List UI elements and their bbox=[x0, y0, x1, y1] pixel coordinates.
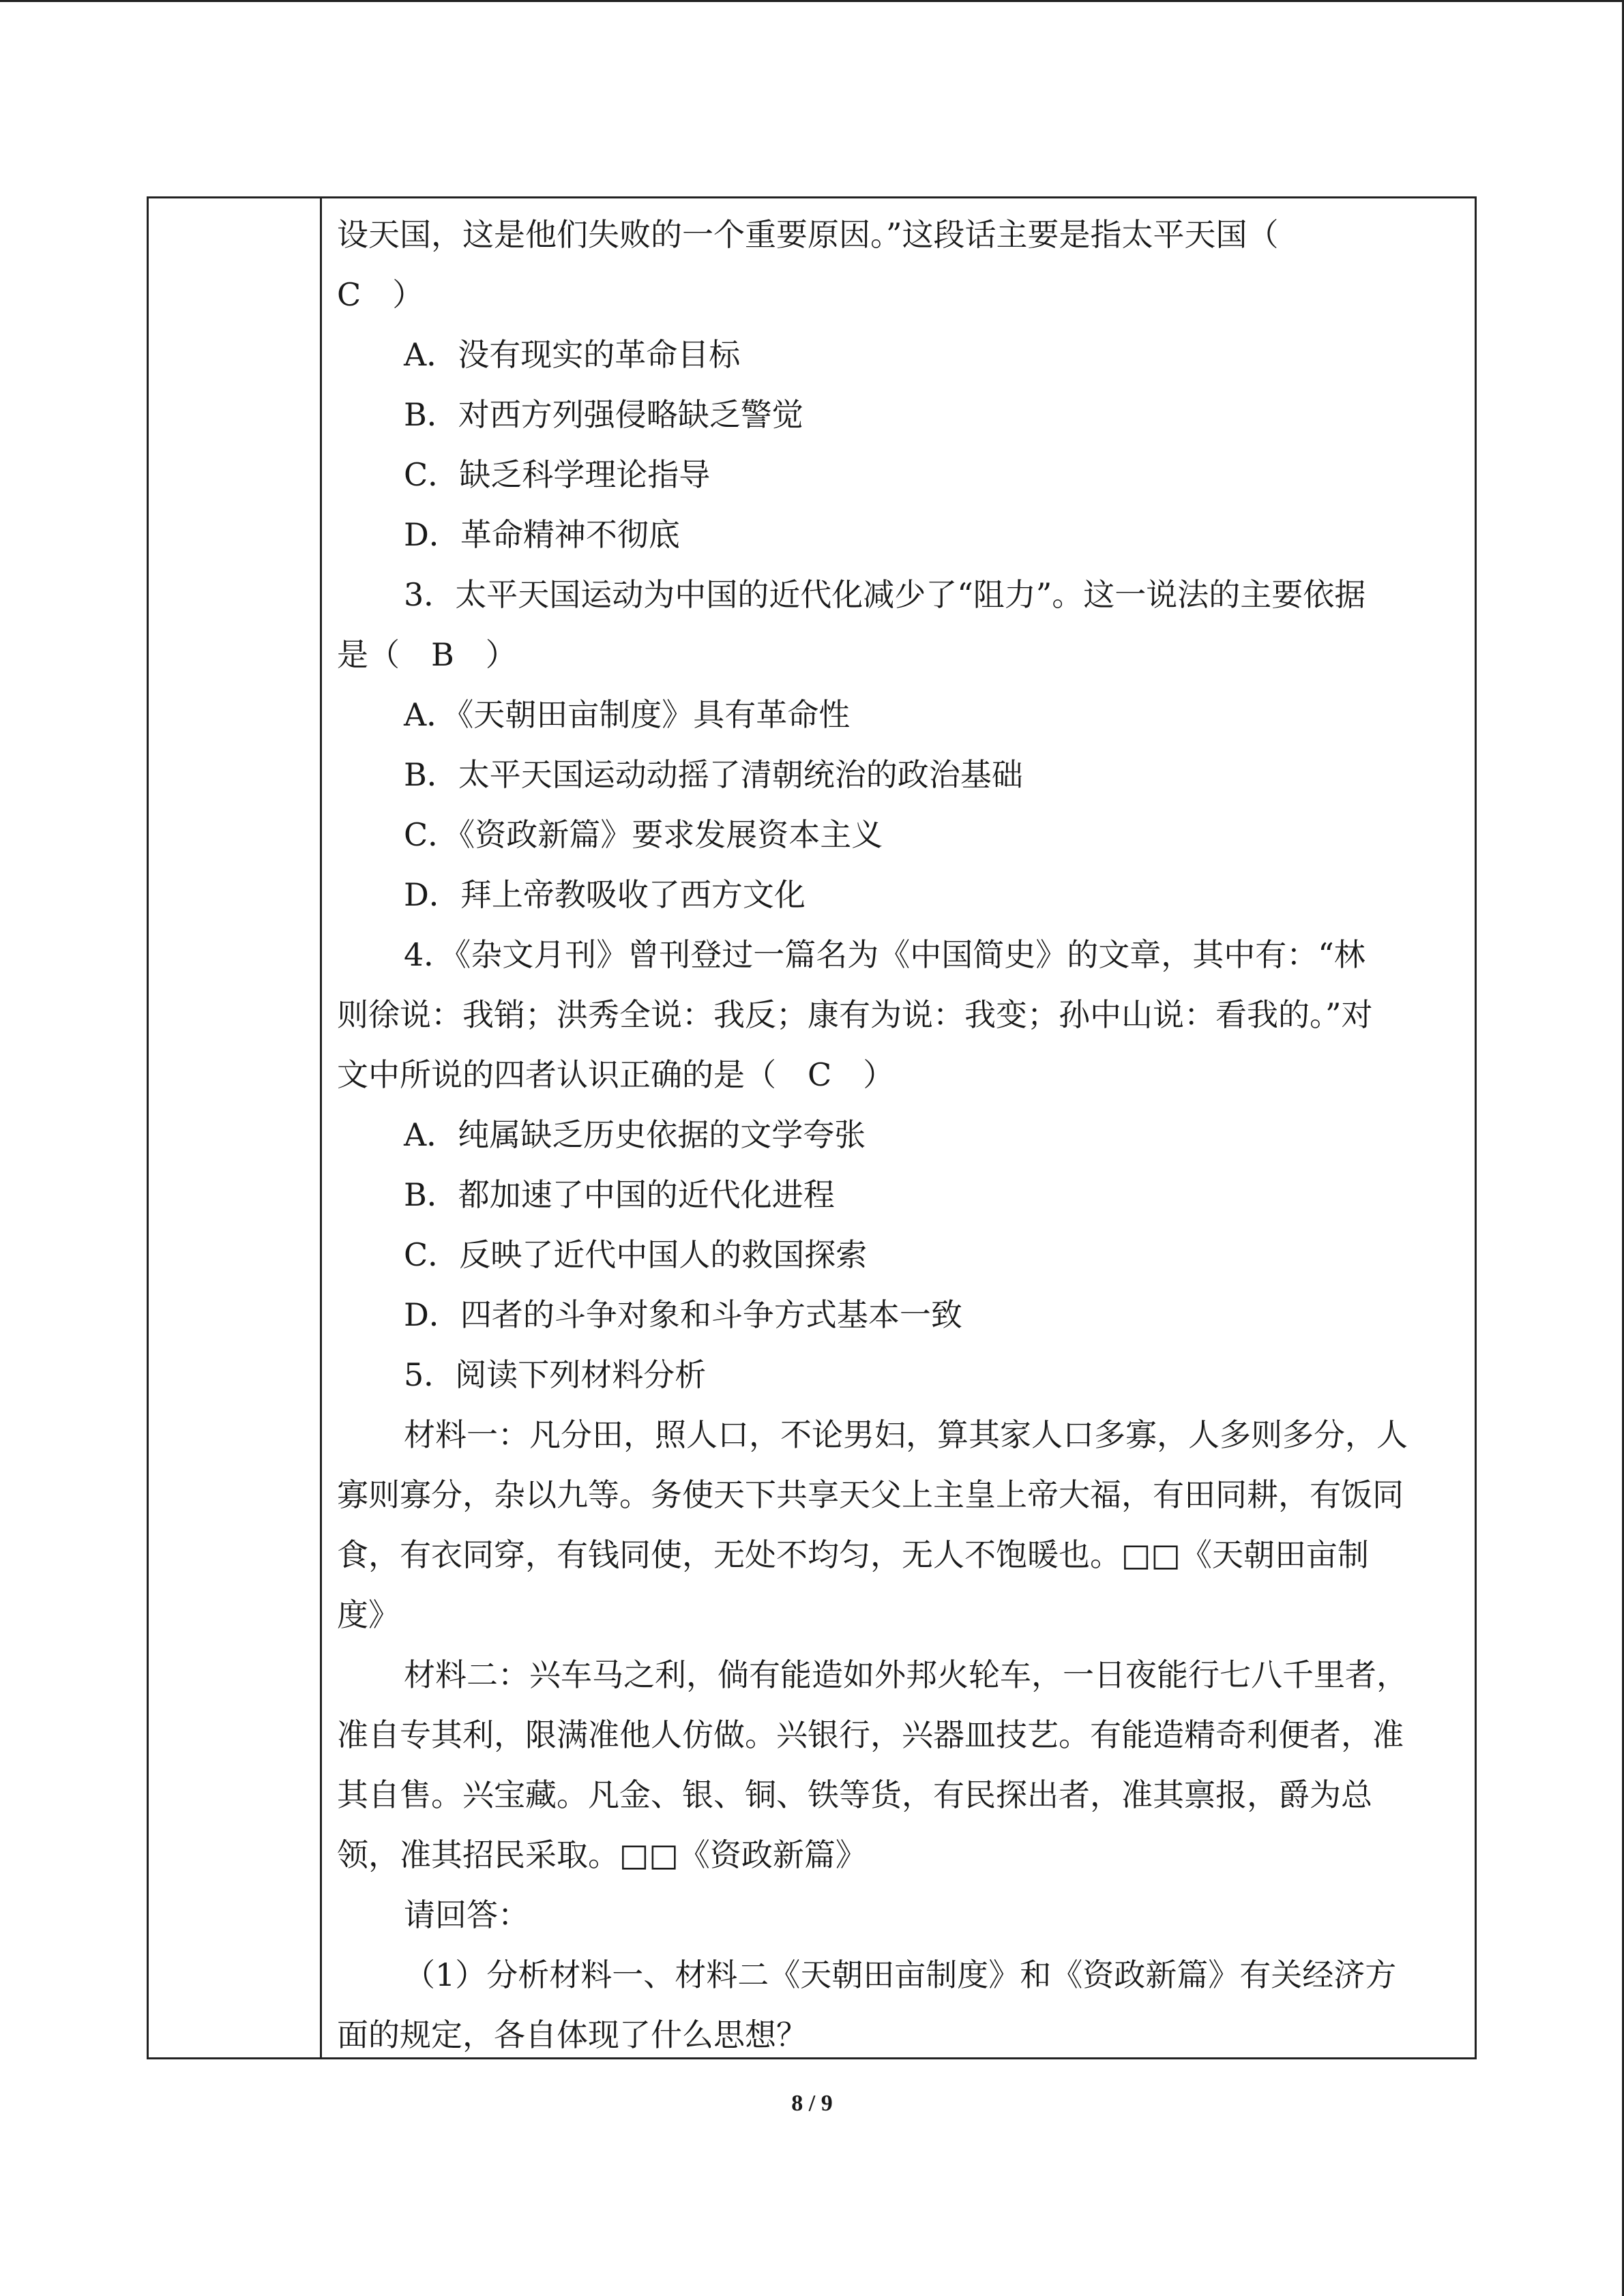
text-line: 文中所说的四者认识正确的是（ C ） bbox=[337, 1056, 895, 1093]
text-line: C．反映了近代中国人的救国探索 bbox=[404, 1236, 868, 1273]
text-line: 寡则寡分，杂以九等。务使天下共享天父上主皇上帝大福，有田同耕，有饭同 bbox=[337, 1476, 1404, 1513]
text-line: 准自专其利，限满准他人仿做。兴银行，兴器皿技艺。有能造精奇利便者，准 bbox=[337, 1716, 1404, 1753]
text-line: 食，有衣同穿，有钱同使，无处不均匀，无人不饱暖也。□□《天朝田亩制 bbox=[337, 1536, 1369, 1573]
text-line: 材料一：凡分田，照人口，不论男妇，算其家人口多寡，人多则多分，人 bbox=[404, 1416, 1408, 1453]
text-line: B．都加速了中国的近代化进程 bbox=[404, 1176, 835, 1213]
text-line: 材料二：兴车马之利，倘有能造如外邦火轮车，一日夜能行七八千里者， bbox=[404, 1656, 1408, 1693]
text-line: A．纯属缺乏历史依据的文学夸张 bbox=[404, 1116, 866, 1153]
text-line: 3．太平天国运动为中国的近代化减少了“阻力”。这一说法的主要依据 bbox=[404, 576, 1366, 613]
text-line: C ） bbox=[337, 276, 424, 313]
page-edge-top bbox=[0, 0, 1624, 2]
text-line: （1）分析材料一、材料二《天朝田亩制度》和《资政新篇》有关经济方 bbox=[404, 1956, 1397, 1993]
text-line: 其自售。兴宝藏。凡金、银、铜、铁等货，有民探出者，准其禀报，爵为总 bbox=[337, 1776, 1372, 1813]
text-line: 5．阅读下列材料分析 bbox=[404, 1356, 707, 1393]
text-line: B．对西方列强侵略缺乏警觉 bbox=[404, 396, 803, 433]
text-line: 4．《杂文月刊》曾刊登过一篇名为《中国简史》的文章，其中有：“林 bbox=[404, 936, 1365, 973]
document-body bbox=[337, 205, 1462, 2065]
text-line: C．缺乏科学理论指导 bbox=[404, 456, 711, 493]
text-line: 请回答： bbox=[404, 1896, 529, 1933]
text-line: D．四者的斗争对象和斗争方式基本一致 bbox=[404, 1296, 962, 1333]
text-line: D．革命精神不彻底 bbox=[404, 516, 680, 553]
table-column-divider bbox=[320, 196, 322, 2059]
text-line: 设天国，这是他们失败的一个重要原因。”这段话主要是指太平天国（ bbox=[337, 216, 1279, 253]
text-line: D．拜上帝教吸收了西方文化 bbox=[404, 876, 806, 913]
text-line: B．太平天国运动动摇了清朝统治的政治基础 bbox=[404, 756, 1023, 793]
page-number: 8 / 9 bbox=[791, 2091, 833, 2116]
text-line: A．没有现实的革命目标 bbox=[404, 336, 741, 373]
text-line: 是（ B ） bbox=[337, 636, 517, 673]
text-line: A．《天朝田亩制度》具有革命性 bbox=[404, 696, 851, 733]
text-line: 度》 bbox=[337, 1596, 400, 1633]
text-line: C．《资政新篇》要求发展资本主义 bbox=[404, 816, 883, 853]
text-line: 面的规定，各自体现了什么思想？ bbox=[337, 2016, 808, 2053]
text-line: 则徐说：我销；洪秀全说：我反；康有为说：我变；孙中山说：看我的。”对 bbox=[337, 996, 1373, 1033]
text-line: 领，准其招民采取。□□《资政新篇》 bbox=[337, 1836, 867, 1873]
